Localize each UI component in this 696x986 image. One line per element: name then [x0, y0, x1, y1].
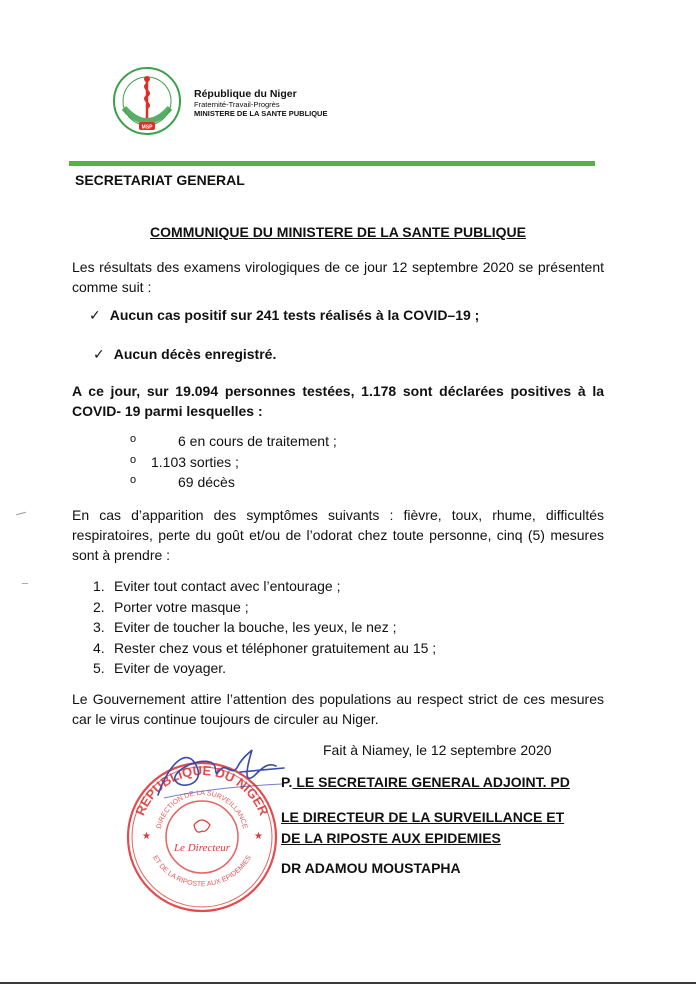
- header-divider: [69, 161, 595, 166]
- cumulative-paragraph: A ce jour, sur 19.094 personnes testées, 1.178 sont déclarées positives à la COVID- 19 parmi lesquelles :: [72, 383, 604, 419]
- highlight-text: Aucun cas positif sur 241 tests réalisés à la COVID–19 ;: [109, 307, 480, 323]
- svg-text:Le Directeur: Le Directeur: [173, 842, 231, 854]
- signatory-role-line: LE DIRECTEUR DE LA SURVEILLANCE ET: [281, 809, 565, 825]
- highlight-text: Aucun décès enregistré.: [113, 346, 277, 362]
- department-title: SECRETARIAT GENERAL: [75, 172, 245, 188]
- checkmark-icon: ✓: [89, 307, 101, 323]
- measure-item: 1. Eviter tout contact avec l’entourage ;: [93, 578, 341, 594]
- signatory-role-line: DE LA RIPOSTE AUX EPIDEMIES: [281, 830, 501, 846]
- closing-paragraph: Le Gouvernement attire l’attention des populations au respect strict de ces mesures car le virus continue toujours de circuler au Niger.: [72, 691, 604, 727]
- signatory-title-text: LE SECRETAIRE GENERAL ADJOINT. PD: [292, 774, 570, 790]
- breakdown-text: 6 en cours de traitement ;: [178, 433, 337, 449]
- breakdown-text: 69 décès: [178, 474, 235, 490]
- highlight-item: [93, 346, 276, 363]
- header-motto: Fraternité-Travail-Progrès: [194, 100, 280, 109]
- measure-item: 4. Rester chez vous et téléphoner gratuitement au 15 ;: [93, 639, 437, 656]
- header-country: République du Niger: [194, 88, 297, 100]
- communique-title: COMMUNIQUE DU MINISTERE DE LA SANTE PUBLIQUE: [150, 224, 526, 240]
- bullet-icon: o: [130, 433, 137, 445]
- scan-artifact: [16, 512, 26, 516]
- intro-paragraph: Les résultats des examens virologiques de ce jour 12 septembre 2020 se présentent comme suit :: [72, 259, 604, 295]
- checkmark-icon: ✓: [93, 346, 105, 362]
- svg-text:★: ★: [254, 831, 263, 842]
- svg-text:ET DE LA RIPOSTE AUX EPIDEMIES: ET DE LA RIPOSTE AUX EPIDEMIES: [151, 854, 253, 889]
- place-date: Fait à Niamey, le 12 septembre 2020: [323, 742, 552, 758]
- svg-text:MSP: MSP: [141, 124, 153, 131]
- breakdown-text: 1.103 sorties ;: [151, 454, 239, 470]
- scan-edge: [0, 982, 696, 984]
- measure-item: 5. Eviter de voyager.: [93, 660, 227, 676]
- svg-text:DIRECTION DE LA SURVEILLANCE: DIRECTION DE LA SURVEILLANCE: [155, 789, 249, 830]
- handwritten-signature: [150, 740, 293, 810]
- header-ministry: MINISTERE DE LA SANTE PUBLIQUE: [194, 109, 328, 118]
- ministry-logo: [112, 66, 182, 136]
- bullet-icon: o: [130, 454, 137, 466]
- svg-text:★: ★: [142, 831, 151, 842]
- signatory-name: DR ADAMOU MOUSTAPHA: [281, 860, 461, 876]
- signatory-title: [281, 774, 570, 790]
- signatory-prefix: P.: [281, 774, 293, 790]
- bullet-icon: o: [130, 474, 137, 486]
- signatory-role: [281, 807, 564, 849]
- measures-list: [93, 576, 436, 679]
- symptoms-paragraph: En cas d’apparition des symptômes suivants : fièvre, toux, rhume, difficultés respiratoires, perte du goût et/ou de l’odorat chez toute personne, cinq (5) mesures sont à prendre :: [72, 507, 604, 563]
- measure-item: 2. Porter votre masque ;: [93, 598, 249, 615]
- highlight-item: [89, 307, 479, 324]
- svg-text:REPUBLIQUE DU NIGER: REPUBLIQUE DU NIGER: [132, 762, 272, 818]
- scan-artifact: [22, 583, 28, 584]
- measure-item: 3. Eviter de toucher la bouche, les yeux, le nez ;: [93, 619, 397, 635]
